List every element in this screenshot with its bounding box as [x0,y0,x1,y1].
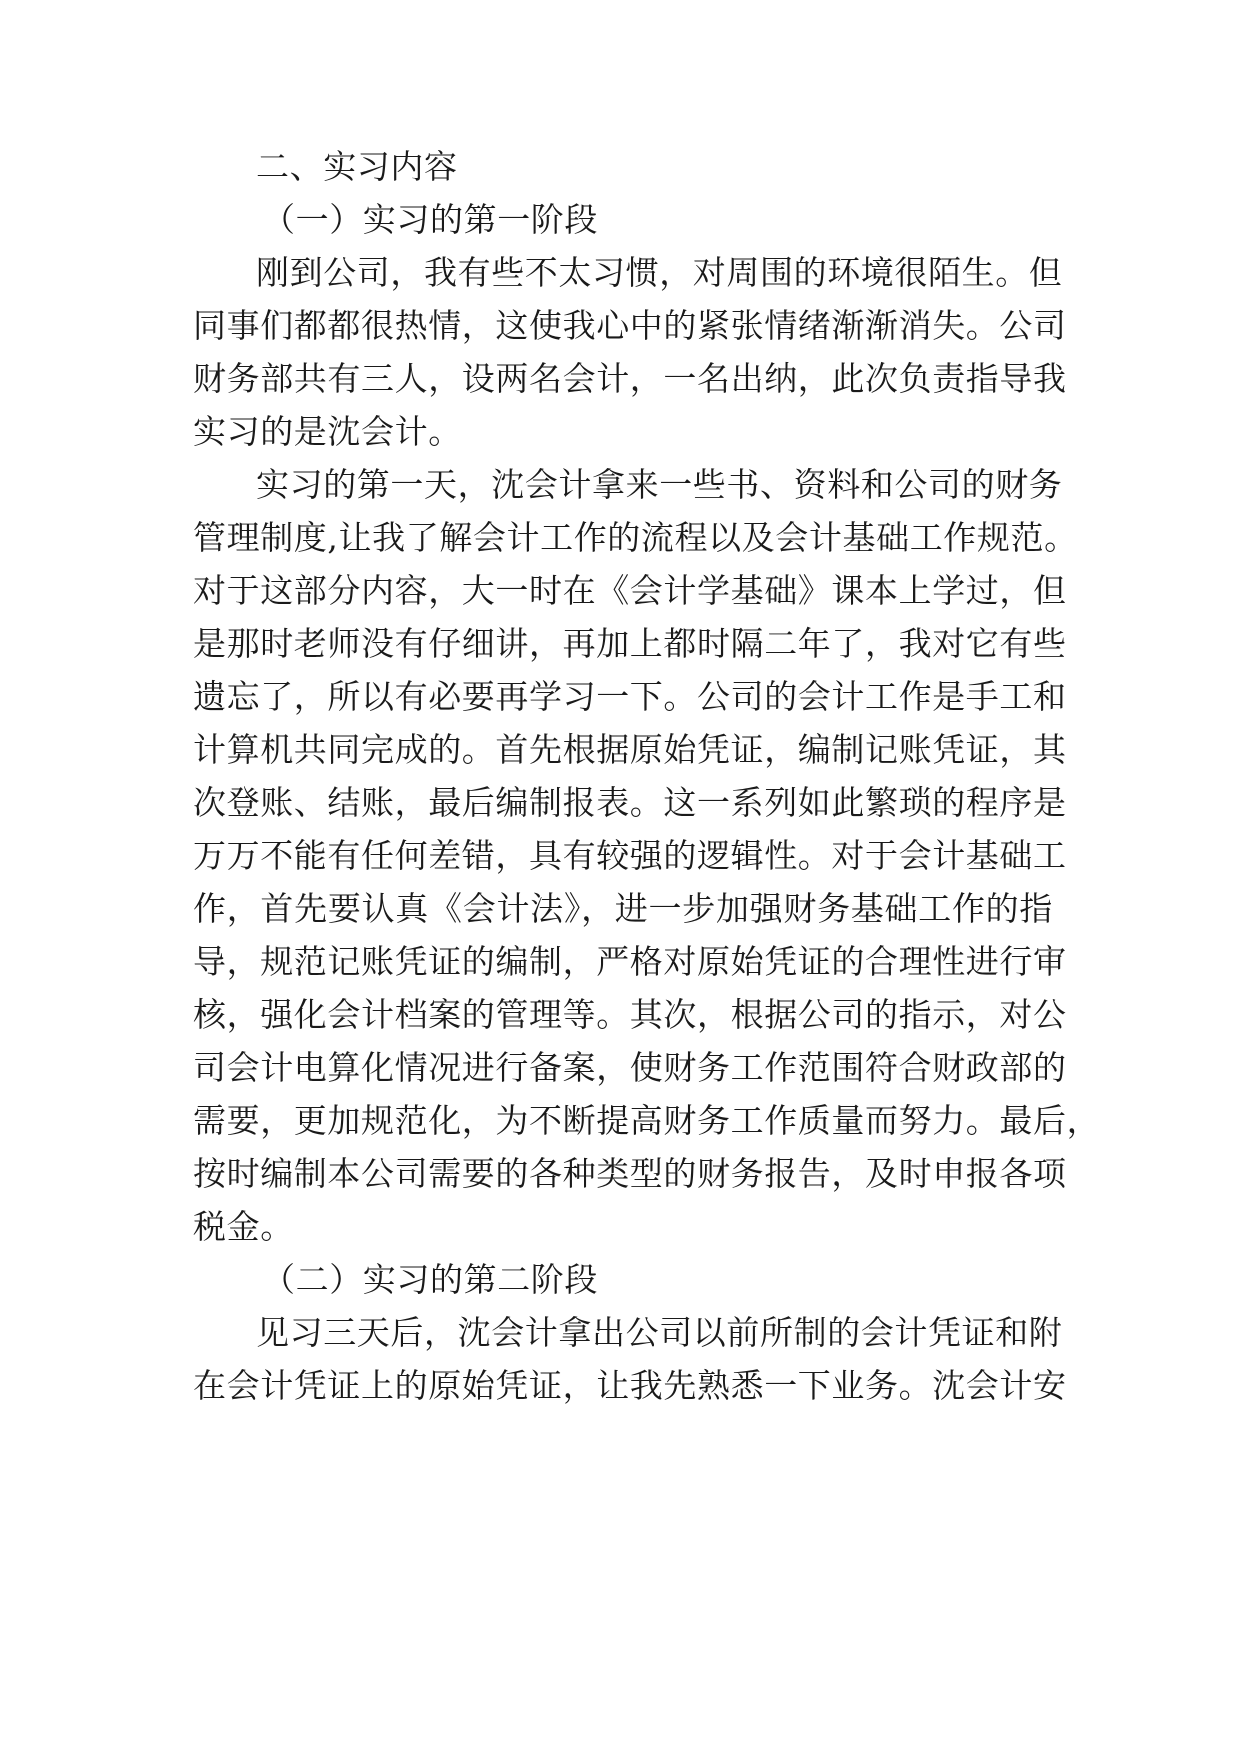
subsection-heading: （二）实习的第二阶段 [262,1260,598,1299]
paragraph-line: 管理制度,让我了解会计工作的流程以及会计基础工作规范。 [193,518,1078,557]
paragraph-line: 财务部共有三人，设两名会计，一名出纳，此次负责指导我 [193,359,1067,398]
paragraph-line: 是那时老师没有仔细讲，再加上都时隔二年了，我对它有些 [193,624,1067,663]
paragraph-line: 导，规范记账凭证的编制，严格对原始凭证的合理性进行审 [193,942,1067,981]
paragraph-line: 次登账、结账，最后编制报表。这一系列如此繁琐的程序是 [193,783,1067,822]
paragraph-line: 实习的是沈会计。 [193,412,462,451]
paragraph-line: 在会计凭证上的原始凭证，让我先熟悉一下业务。沈会计安 [193,1366,1067,1405]
paragraph-line: 万万不能有任何差错，具有较强的逻辑性。对于会计基础工 [193,836,1067,875]
paragraph-line: 对于这部分内容，大一时在《会计学基础》课本上学过，但 [193,571,1067,610]
paragraph-line: 同事们都都很热情，这使我心中的紧张情绪渐渐消失。公司 [193,306,1067,345]
paragraph-line: 实习的第一天，沈会计拿来一些书、资料和公司的财务 [256,465,1063,504]
paragraph-line: 按时编制本公司需要的各种类型的财务报告，及时申报各项 [193,1154,1067,1193]
subsection-heading: （一）实习的第一阶段 [262,200,598,239]
section-heading: 二、实习内容 [256,147,458,186]
paragraph-line: 计算机共同完成的。首先根据原始凭证，编制记账凭证，其 [193,730,1067,769]
paragraph-line: 作，首先要认真《会计法》，进一步加强财务基础工作的指 [193,889,1053,928]
paragraph-line: 税金。 [193,1207,294,1246]
paragraph-line: 核，强化会计档案的管理等。其次，根据公司的指示，对公 [193,995,1067,1034]
paragraph-line: 遗忘了，所以有必要再学习一下。公司的会计工作是手工和 [193,677,1067,716]
paragraph-line: 需要，更加规范化，为不断提高财务工作质量而努力。最后， [193,1101,1101,1140]
paragraph-line: 司会计电算化情况进行备案，使财务工作范围符合财政部的 [193,1048,1067,1087]
paragraph-line: 刚到公司，我有些不太习惯，对周围的环境很陌生。但 [256,253,1063,292]
paragraph-line: 见习三天后，沈会计拿出公司以前所制的会计凭证和附 [256,1313,1063,1352]
